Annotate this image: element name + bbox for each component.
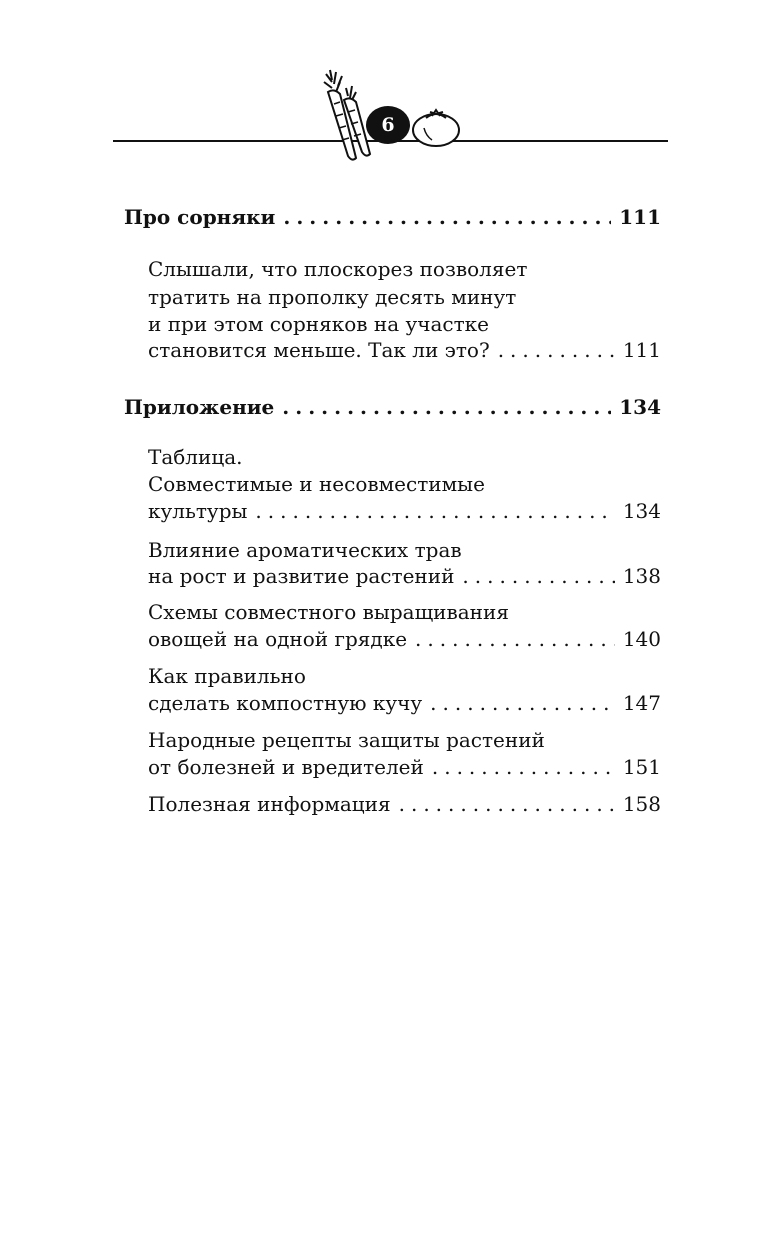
toc-page-number: 138 xyxy=(622,564,661,588)
dot-leader xyxy=(430,690,615,716)
toc-section-appendix[interactable] xyxy=(124,394,661,420)
toc-entry-line: становится меньше. Так ли это? xyxy=(148,338,490,362)
toc-page-number: 158 xyxy=(622,792,661,816)
dot-leader xyxy=(462,563,614,589)
toc-page-number: 147 xyxy=(622,691,661,715)
toc-section-title: Про сорняки xyxy=(124,205,276,229)
toc-entry-line: Совместимые и несовместимые xyxy=(148,472,485,496)
dot-leader xyxy=(498,337,615,363)
toc-section-title: Приложение xyxy=(124,395,275,419)
toc-entry-table[interactable] xyxy=(148,498,661,524)
toc-entry-recipes[interactable] xyxy=(148,754,661,780)
toc-entry-line: от болезней и вредителей xyxy=(148,755,424,779)
toc-entry-line: культуры xyxy=(148,499,248,523)
dot-leader xyxy=(399,791,615,817)
toc-page-number: 111 xyxy=(619,205,661,229)
toc-entry-schemes[interactable] xyxy=(148,626,661,652)
toc-entry-herbs[interactable] xyxy=(148,563,661,589)
toc-entry-line: овощей на одной грядке xyxy=(148,627,408,651)
toc-entry-line: сделать компостную кучу xyxy=(148,691,423,715)
toc-entry-line: Влияние ароматических трав xyxy=(148,538,462,562)
dot-leader xyxy=(283,204,611,230)
toc-entry-line: на рост и развитие растений xyxy=(148,564,455,588)
page-header xyxy=(0,0,768,170)
toc-entry-line: тратить на прополку десять минут xyxy=(148,285,517,309)
toc-page-number: 111 xyxy=(622,338,661,362)
toc-entry-line: Схемы совместного выращивания xyxy=(148,600,509,624)
tomato-icon xyxy=(410,104,462,148)
toc-page-number: 140 xyxy=(622,627,661,651)
toc-entry-line: Слышали, что плоскорез позволяет xyxy=(148,257,528,281)
toc-page-number: 134 xyxy=(622,499,661,523)
toc-entry-line: Как правильно xyxy=(148,664,306,688)
toc-entry-line: Народные рецепты защиты растений xyxy=(148,728,545,752)
page-number-badge: 6 xyxy=(366,106,410,144)
toc-entry-line: Полезная информация xyxy=(148,792,391,816)
dot-leader xyxy=(282,394,611,420)
toc-entry-line: Таблица. xyxy=(148,445,243,469)
toc-entry-weeds-question[interactable] xyxy=(148,337,661,363)
toc-page-number: 134 xyxy=(619,395,661,419)
toc-section-weeds[interactable] xyxy=(124,204,661,230)
toc-page-number: 151 xyxy=(622,755,661,779)
toc-entry-info[interactable] xyxy=(148,791,661,817)
toc-entry-compost[interactable] xyxy=(148,690,661,716)
dot-leader xyxy=(415,626,615,652)
toc-entry-line: и при этом сорняков на участке xyxy=(148,312,490,336)
dot-leader xyxy=(432,754,615,780)
dot-leader xyxy=(255,498,614,524)
